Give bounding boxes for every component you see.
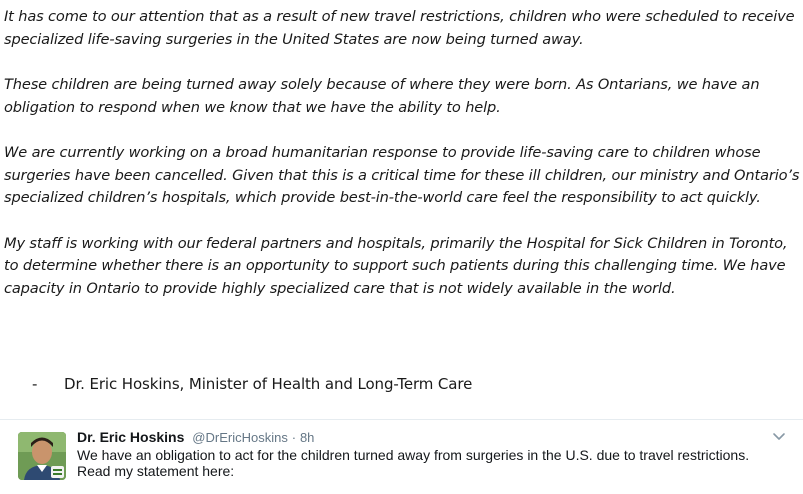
signature-dash: -	[32, 375, 38, 393]
tweet-author-name[interactable]: Dr. Eric Hoskins	[77, 429, 185, 445]
tweet-header	[77, 429, 314, 445]
signature-text: Dr. Eric Hoskins, Minister of Health and Long-Term Care	[64, 375, 473, 393]
statement-paragraph-2: These children are being turned away solely because of where they were born. As Ontarians, we have an obligation to respond when we know that we have the ability to help.	[4, 76, 760, 116]
tweet-separator: ·	[291, 430, 297, 445]
avatar[interactable]	[18, 432, 66, 480]
profile-photo-icon	[18, 432, 66, 480]
tweet-text	[77, 447, 777, 479]
chevron-down-icon	[772, 429, 786, 443]
tweet-text-line-2: Read my statement here:	[77, 463, 235, 479]
tweet-text-line-1: We have an obligation to act for the children turned away from surgeries in the U.S. due to travel restrictions.	[77, 447, 750, 463]
tweet-menu-button[interactable]	[772, 428, 786, 442]
statement-signature	[32, 375, 472, 393]
statement-paragraph-3: We are currently working on a broad humanitarian response to provide life-saving care to children whose surgeries have been cancelled. Given that this is a critical time for these ill children, our ministry and Ontario’s specialized children’s hospitals, which provide best-in-the-world care feel the responsibility to act quickly.	[4, 144, 800, 206]
tweet-card[interactable]	[0, 419, 803, 494]
statement-paragraph-1: It has come to our attention that as a result of new travel restrictions, children who were scheduled to receive specialized life-saving surgeries in the United States are now being turned away.	[4, 8, 795, 48]
tweet-author-handle[interactable]: @DrEricHoskins	[192, 430, 288, 445]
statement-text	[4, 6, 800, 323]
statement-paragraph-4: My staff is working with our federal partners and hospitals, primarily the Hospital for Sick Children in Toronto, to determine whether there is an opportunity to support such patients during this challenging time. We have capacity in Ontario to provide highly specialized care that is not widely available in the world.	[4, 234, 788, 297]
tweet-timestamp[interactable]: 8h	[299, 430, 315, 445]
